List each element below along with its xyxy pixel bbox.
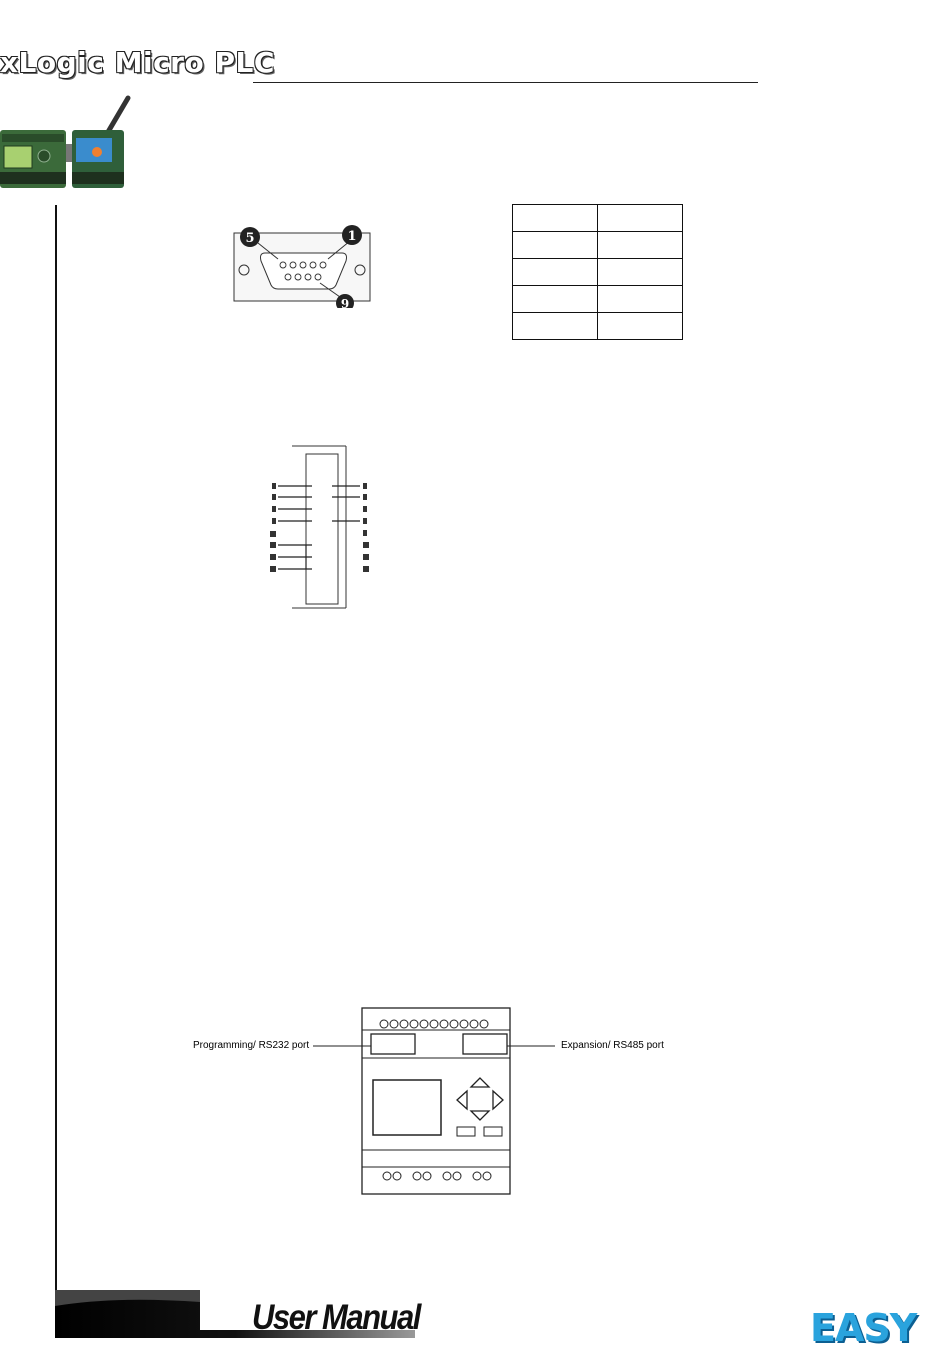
db9-pin-label: 9 [340, 297, 350, 308]
header-rule [253, 82, 758, 83]
table-row [513, 259, 683, 286]
table-cell [513, 286, 598, 313]
table-cell [513, 205, 598, 232]
table-cell [513, 259, 598, 286]
programming-port-label: Programming/ RS232 port [193, 1040, 310, 1051]
easy-logo: EASY [810, 1306, 917, 1350]
plc-front-diagram [185, 1000, 675, 1200]
document-title: xLogic Micro PLC [0, 46, 275, 79]
connector-wiring-diagram [262, 440, 382, 615]
db9-connector-diagram [230, 223, 375, 308]
table-cell [598, 232, 683, 259]
product-photo [0, 92, 140, 204]
table-cell [598, 259, 683, 286]
pin-assignment-table [512, 204, 683, 340]
table-cell [513, 313, 598, 340]
table-cell [513, 232, 598, 259]
db9-pin-label: 1 [347, 229, 357, 244]
table-cell [598, 286, 683, 313]
page-margin-rule [55, 205, 57, 1290]
table-row [513, 286, 683, 313]
table-row [513, 232, 683, 259]
db9-pin-label: 5 [245, 231, 255, 246]
table-row [513, 205, 683, 232]
table-cell [598, 313, 683, 340]
expansion-port-label: Expansion/ RS485 port [561, 1040, 664, 1051]
user-manual-label: User Manual [252, 1297, 420, 1338]
table-cell [598, 205, 683, 232]
table-row [513, 313, 683, 340]
